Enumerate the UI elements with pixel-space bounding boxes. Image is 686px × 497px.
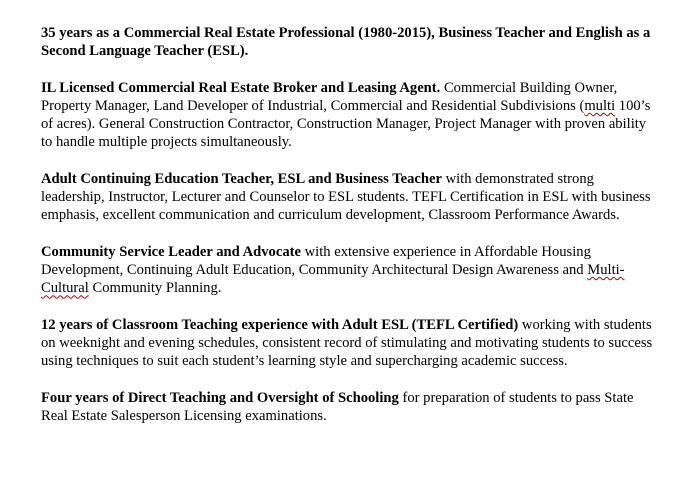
broker-heading: IL Licensed Commercial Real Estate Broker and Leasing Agent.: [41, 79, 441, 96]
paragraph-community: [41, 243, 661, 298]
paragraph-broker: [41, 79, 661, 152]
broker-text-start: Commercial Building Owner, Property Manager, Land Developer of Industrial, Commercial and Residential Subdivisions (: [41, 79, 618, 114]
paragraph-summary: [41, 24, 661, 60]
document-body[interactable]: [41, 24, 661, 425]
classroom-text: working with students on weeknight and evening schedules, consistent record of stimulating and motivating students to success using techniques to suit each student’s learning style and supercharging academic success.: [41, 317, 653, 370]
spellcheck-flagged-word[interactable]: Multi-Cultural: [41, 262, 625, 297]
paragraph-teacher: [41, 170, 661, 225]
paragraph-schooling: [41, 389, 661, 425]
broker-text-end: 100’s of acres). General Construction Contractor, Construction Manager, Project Manager with proven ability to handle multiple projects simultaneously.: [41, 98, 651, 151]
community-heading: Community Service Leader and Advocate: [41, 244, 301, 260]
community-text-end: Community Planning.: [88, 280, 222, 297]
spellcheck-flagged-word[interactable]: multi: [584, 98, 616, 114]
summary-heading: 35 years as a Commercial Real Estate Professional (1980-2015), Business Teacher and English as a Second Language Teacher (ESL).: [41, 25, 651, 60]
community-text-start: with extensive experience in Affordable Housing Development, Continuing Adult Education, Community Architectural Design Awareness and: [41, 244, 591, 279]
schooling-heading: Four years of Direct Teaching and Oversight of Schooling: [41, 390, 399, 406]
classroom-heading: 12 years of Classroom Teaching experience with Adult ESL (TEFL Certified): [41, 317, 519, 333]
teacher-heading: Adult Continuing Education Teacher, ESL and Business Teacher: [41, 171, 442, 187]
paragraph-classroom: [41, 316, 661, 371]
teacher-text: with demonstrated strong leadership, Instructor, Lecturer and Counselor to ESL students. TEFL Certification in ESL with business emphasis, excellent communication and curriculum development, Classroom Performance Awards.: [41, 171, 651, 224]
schooling-text: for preparation of students to pass State Real Estate Salesperson Licensing examinations.: [41, 390, 634, 425]
